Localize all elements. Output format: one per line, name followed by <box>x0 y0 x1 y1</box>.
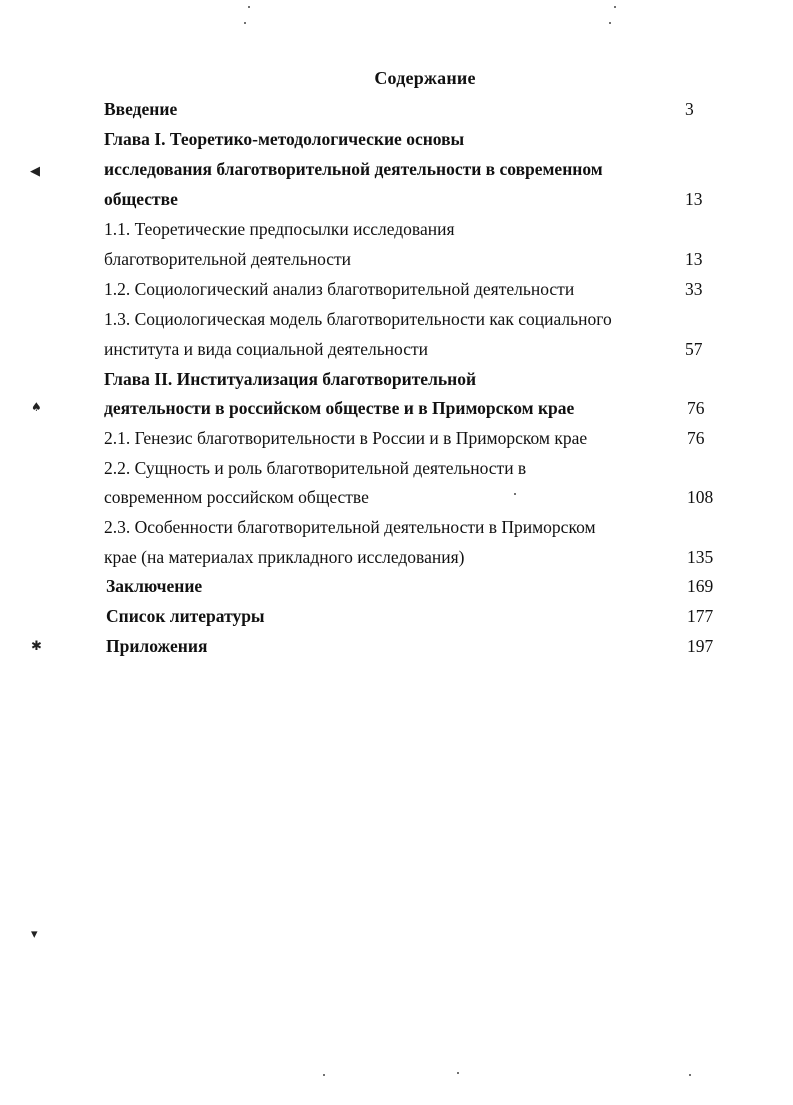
binding-mark-icon: ◀ <box>30 164 40 179</box>
toc-entry-line: деятельности в российском обществе и в Приморском крае <box>104 398 575 418</box>
toc-page-number: 135 <box>687 547 714 567</box>
scan-speck <box>457 1072 459 1074</box>
scan-speck <box>323 1074 325 1076</box>
toc-page-number: 177 <box>687 606 714 626</box>
binding-mark-icon: ♠ <box>31 400 42 414</box>
scan-speck <box>614 6 616 8</box>
toc-entry-line: института и вида социальной деятельности <box>104 339 429 359</box>
toc-entry-line: Введение <box>104 99 178 119</box>
toc-entry-line: современном российском обществе <box>104 487 369 507</box>
toc-page-number: 3 <box>685 99 694 119</box>
scan-speck <box>609 22 611 24</box>
toc-entry-line: 2.3. Особенности благотворительной деятельности в Приморском <box>104 517 596 537</box>
scan-speck <box>689 1074 691 1076</box>
toc-entry-line: Приложения <box>106 636 208 656</box>
toc-entry-line: 2.2. Сущность и роль благотворительной деятельности в <box>104 458 527 478</box>
toc-page-number: 197 <box>687 636 714 656</box>
toc-entry-line: благотворительной деятельности <box>104 249 352 269</box>
toc-entry-line: Заключение <box>106 576 203 596</box>
toc-entry-line: исследования благотворительной деятельности в современном <box>104 159 603 179</box>
binding-mark-icon: ✱ <box>31 639 42 654</box>
toc-entry-line: 1.2. Социологический анализ благотворительной деятельности <box>104 279 575 299</box>
scan-speck <box>514 493 516 495</box>
toc-page-number: 13 <box>685 189 703 209</box>
binding-mark-icon: ▾ <box>31 927 38 942</box>
toc-page-number: 76 <box>687 428 705 448</box>
toc-entry-line: 1.1. Теоретические предпосылки исследования <box>104 219 455 239</box>
toc-page-number: 57 <box>685 339 703 359</box>
scan-speck <box>248 6 250 8</box>
toc-entry-line: Список литературы <box>106 606 265 626</box>
toc-page-number: 76 <box>687 398 705 418</box>
toc-entry-line: 2.1. Генезис благотворительности в России и в Приморском крае <box>104 428 588 448</box>
toc-entry-line: Глава I. Теоретико-методологические основы <box>104 129 465 149</box>
toc-page-number: 33 <box>685 279 703 299</box>
scan-speck <box>244 22 246 24</box>
toc-entry-line: Глава II. Институализация благотворительной <box>104 369 477 389</box>
toc-page-number: 13 <box>685 249 703 269</box>
toc-page-number: 108 <box>687 487 714 507</box>
toc-entry-line: крае (на материалах прикладного исследования) <box>104 547 465 567</box>
toc-page-number: 169 <box>687 576 714 596</box>
toc-entry-line: 1.3. Социологическая модель благотворительности как социального <box>104 309 612 329</box>
toc-title: Содержание <box>374 68 476 88</box>
toc-entry-line: обществе <box>104 189 178 209</box>
